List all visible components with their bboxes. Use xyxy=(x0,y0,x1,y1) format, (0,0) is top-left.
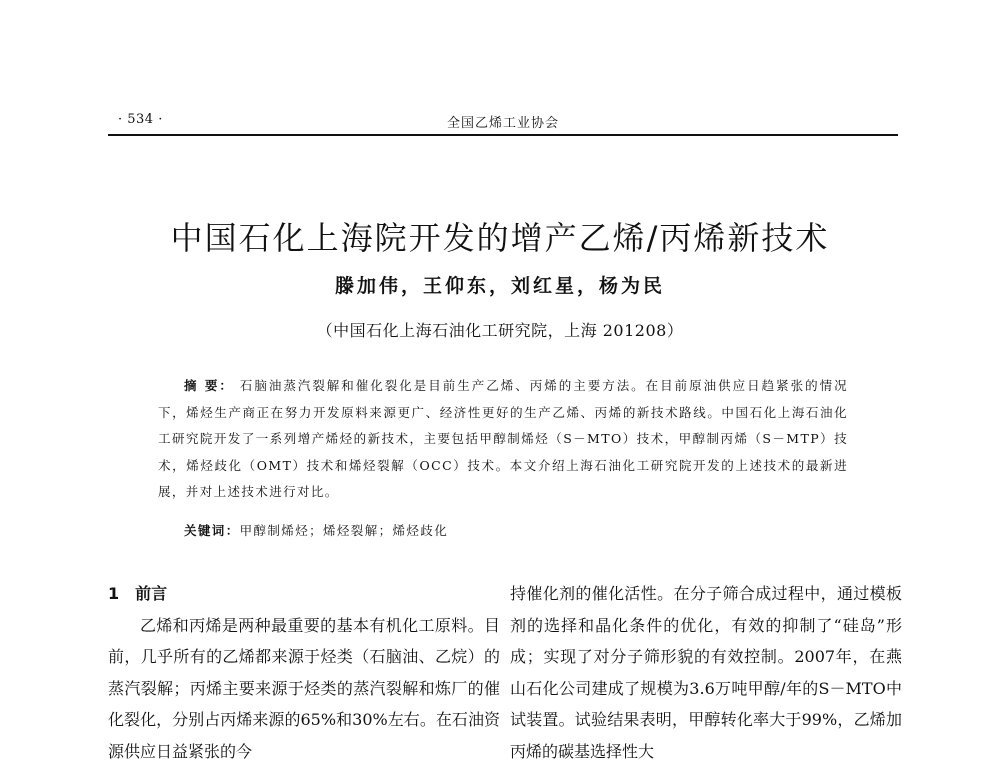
article-title: 中国石化上海院开发的增产乙烯/丙烯新技术 xyxy=(0,213,1000,259)
journal-name: 全国乙烯工业协会 xyxy=(108,112,898,131)
section-heading xyxy=(108,578,500,610)
abstract-label: 摘 要： xyxy=(184,378,234,393)
section-number: 1 xyxy=(108,584,119,603)
page-number: · 534 · xyxy=(118,112,163,127)
header-rule xyxy=(108,134,898,136)
author-list: 滕加伟，王仰东，刘红星，杨为民 xyxy=(0,271,1000,298)
keywords-label: 关键词： xyxy=(184,523,240,538)
intro-paragraph: 乙烯和丙烯是两种最重要的基本有机化工原料。目前，几乎所有的乙烯都来源于烃类（石脑油、乙烷）的蒸汽裂解；丙烯主要来源于烃类的蒸汽裂解和炼厂的催化裂化，分别占丙烯来源的65%和30%左右。在石油资源供应日益紧张的今 xyxy=(108,610,500,767)
right-column xyxy=(510,578,902,767)
keywords-text: 甲醇制烯烃；烯烃裂解；烯烃歧化 xyxy=(240,523,449,538)
right-column-paragraph: 持催化剂的催化活性。在分子筛合成过程中，通过模板剂的选择和晶化条件的优化，有效的抑制了“硅岛”形成；实现了对分子筛形貌的有效控制。2007年，在燕山石化公司建成了规模为3.6万吨甲醇/年的S－MTO中试装置。试验结果表明，甲醇转化率大于99%，乙烯加丙烯的碳基选择性大 xyxy=(510,578,902,767)
section-title: 前言 xyxy=(135,584,167,603)
keywords xyxy=(184,521,448,539)
running-head xyxy=(108,112,898,134)
abstract-text: 石脑油蒸汽裂解和催化裂化是目前生产乙烯、丙烯的主要方法。在目前原油供应日趋紧张的情况下，烯烃生产商正在努力开发原料来源更广、经济性更好的生产乙烯、丙烯的新技术路线。中国石化上海石油化工研究院开发了一系列增产烯烃的新技术，主要包括甲醇制烯烃（S－MTO）技术，甲醇制丙烯（S－MTP）技术，烯烃歧化（OMT）技术和烯烃裂解（OCC）技术。本文介绍上海石油化工研究院开发的上述技术的最新进展，并对上述技术进行对比。 xyxy=(158,378,848,499)
affiliation: （中国石化上海石油化工研究院，上海 201208） xyxy=(0,318,1000,341)
abstract xyxy=(158,373,848,506)
left-column xyxy=(108,578,500,767)
